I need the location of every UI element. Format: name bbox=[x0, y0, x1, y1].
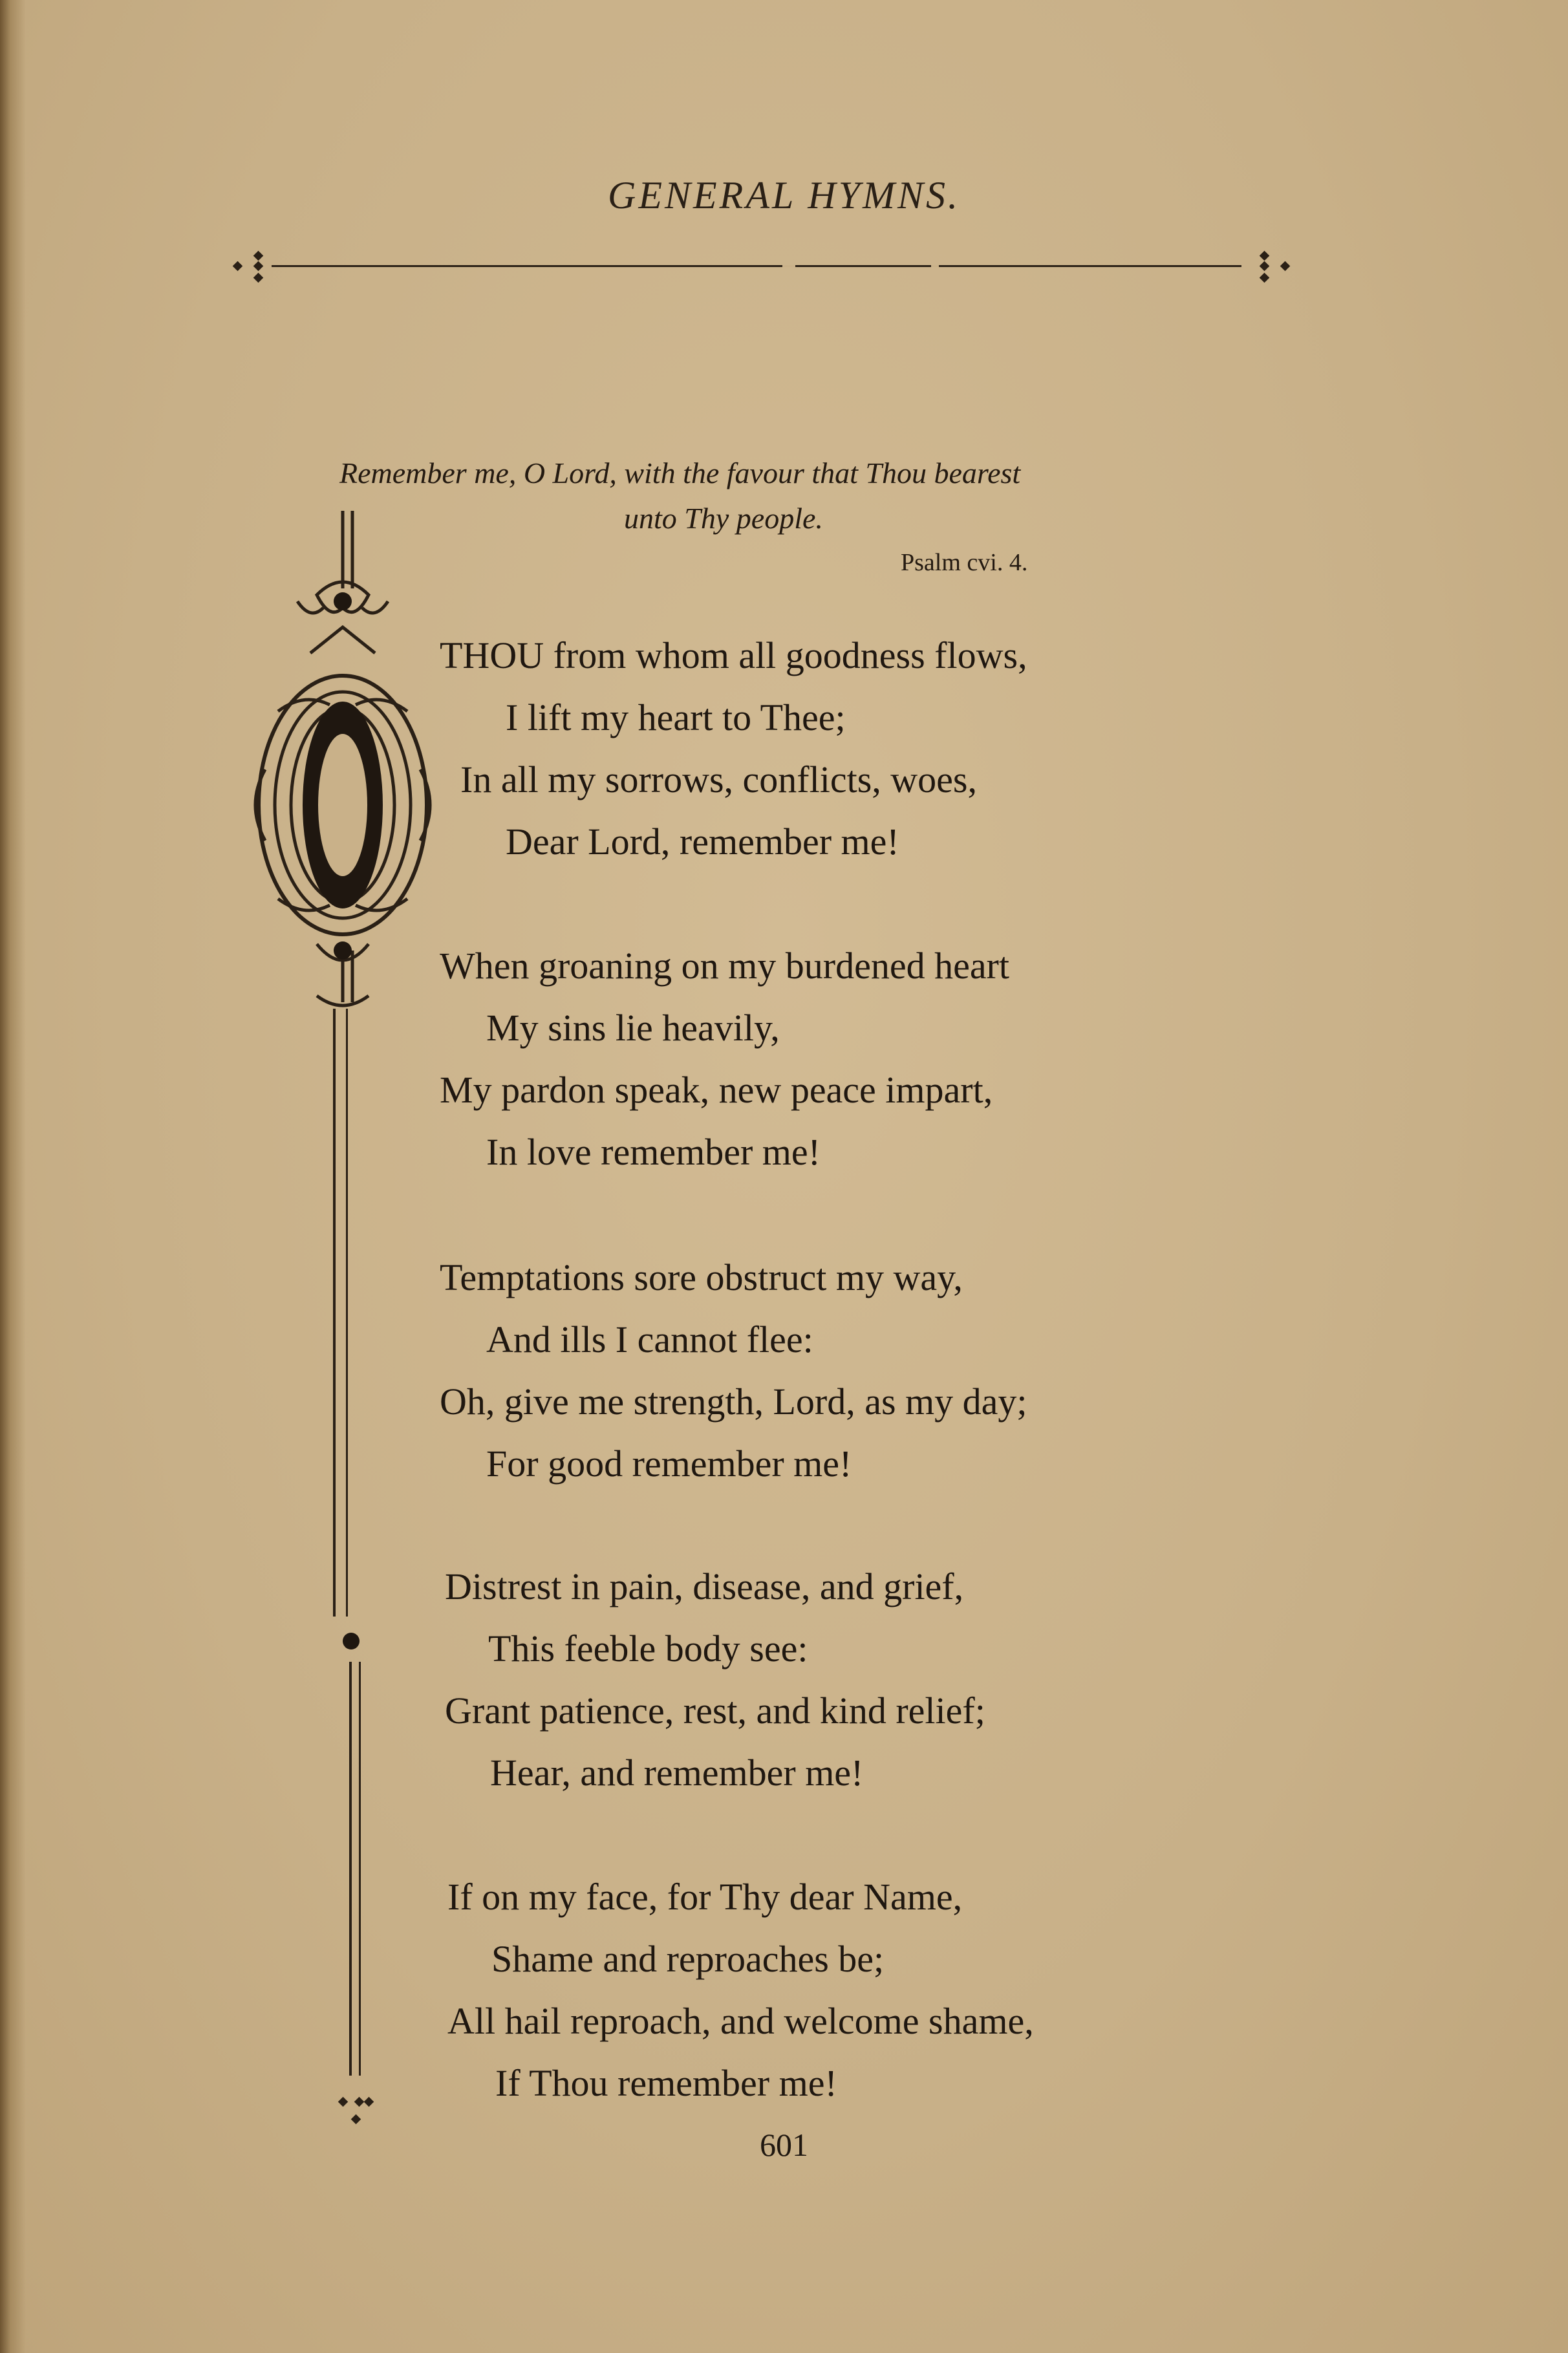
hymn-line: All hail reproach, and welcome shame, bbox=[447, 2000, 1034, 2042]
hymn-line: When groaning on my burdened heart bbox=[440, 945, 1009, 987]
hymn-line: Distrest in pain, disease, and grief, bbox=[445, 1565, 964, 1607]
hymn-line: Oh, give me strength, Lord, as my day; bbox=[440, 1381, 1027, 1423]
epigraph-citation: Psalm cvi. 4. bbox=[901, 549, 1028, 576]
hymn-line: Dear Lord, remember me! bbox=[506, 821, 899, 863]
drop-cap-ornament-icon bbox=[239, 498, 446, 1009]
margin-rule bbox=[349, 1662, 352, 2076]
epigraph-line-2: unto Thy people. bbox=[624, 502, 823, 535]
margin-rule bbox=[346, 1009, 348, 1617]
rule-ornament-left-icon bbox=[253, 251, 264, 261]
hymn-line: If Thou remember me! bbox=[495, 2062, 837, 2104]
hymn-line: And ills I cannot flee: bbox=[486, 1318, 813, 1360]
page-number: 601 bbox=[760, 2127, 808, 2163]
margin-ornament-icon bbox=[354, 2097, 365, 2107]
hymn-line: My pardon speak, new peace impart, bbox=[440, 1069, 993, 1111]
hymn-line: In all my sorrows, conflicts, woes, bbox=[460, 758, 977, 800]
rule-ornament-right-icon bbox=[1260, 251, 1270, 261]
hymn-line: Hear, and remember me! bbox=[490, 1752, 864, 1794]
hymn-line: Shame and reproaches be; bbox=[491, 1938, 885, 1980]
hymn-line: In love remember me! bbox=[486, 1131, 821, 1173]
hymn-line: My sins lie heavily, bbox=[486, 1007, 780, 1049]
hymn-line: This feeble body see: bbox=[488, 1628, 808, 1670]
header-rule bbox=[272, 265, 1241, 267]
rule-ornament-right-icon bbox=[1260, 273, 1270, 283]
hymn-line: If on my face, for Thy dear Name, bbox=[447, 1876, 963, 1918]
rule-ornament-left-icon bbox=[233, 261, 243, 272]
rule-ornament-left-icon bbox=[253, 273, 264, 283]
margin-ornament-icon bbox=[364, 2097, 374, 2107]
margin-rule bbox=[333, 1009, 336, 1617]
rule-ornament-right-icon bbox=[1260, 261, 1270, 272]
margin-ornament-icon bbox=[338, 2097, 349, 2107]
rule-ornament-left-icon bbox=[253, 261, 264, 272]
hymn-line: THOU from whom all goodness flows, bbox=[440, 634, 1027, 676]
running-header: GENERAL HYMNS. bbox=[608, 174, 960, 217]
margin-ornament-icon bbox=[351, 2114, 361, 2125]
rule-ornament-right-icon bbox=[1280, 261, 1291, 272]
hymn-line: For good remember me! bbox=[486, 1443, 852, 1485]
hymn-line: Temptations sore obstruct my way, bbox=[440, 1256, 963, 1298]
hymn-line: I lift my heart to Thee; bbox=[506, 696, 846, 738]
margin-bullet-icon bbox=[343, 1633, 360, 1649]
epigraph-line-1: Remember me, O Lord, with the favour that Thou bearest bbox=[339, 457, 1021, 489]
hymn-line: Grant patience, rest, and kind relief; bbox=[445, 1690, 985, 1732]
page-edge-shadow bbox=[0, 0, 26, 2353]
margin-rule bbox=[359, 1662, 361, 2076]
